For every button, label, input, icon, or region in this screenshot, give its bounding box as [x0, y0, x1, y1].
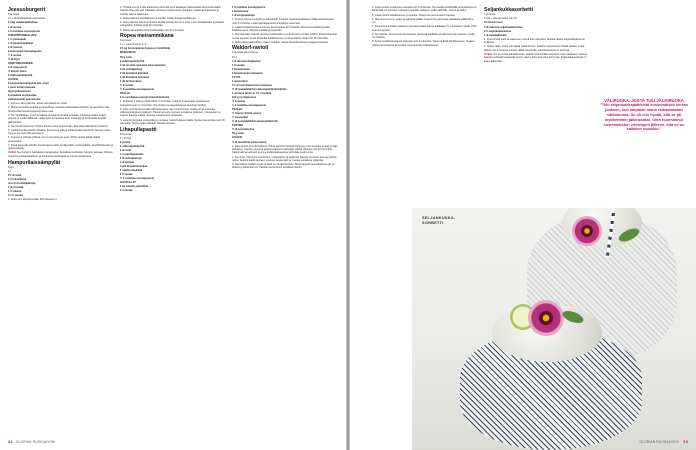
- instruction-paragraph: 5 min + tekeytyminen noin 6 t: [484, 17, 518, 21]
- tip-text: Tee burgerin hauikkeksi mangosalsa. Sekoittele kuutioidun mangon seksaan chiliä ja muuttuva ruokakuukeltiaan ja kuutioitua punasipulia ja tuoretta korianteria.: [8, 151, 113, 158]
- recipe-tip: [484, 53, 590, 63]
- ingredient-line: 2 dl majoneesia: [8, 66, 27, 69]
- recipe-servings: 4 annosta: [484, 13, 496, 17]
- ingredient-line: noin 8 dl vehnäjauhoja: [8, 181, 36, 185]
- ingredient-line: 2 rkl vehnäjauhoja: [120, 67, 143, 71]
- instruction-paragraph: 2. Tee täyte. Hienonna varsiselleri, ruotsalainen ja pähkinät. Raasta sitruunan kuori ja purista mehu. Sekoita kaikki täytteen ainekset keskenään ja mausta suolalla ja pippurilla.: [232, 155, 337, 162]
- back-flower: [572, 216, 602, 246]
- ingredient-line: ½ dl raastettua parmesaania: [232, 140, 267, 144]
- ingredient-line: 50 g voita: [232, 132, 244, 136]
- ingredient-line: 1 dl punaviinietikkaa: [8, 41, 33, 45]
- ingredient-line: 1 tl ruokiltaa mustapippuria: [232, 6, 266, 9]
- instruction-paragraph: 7. Täytä sämpylät pihvillä, limettimajoneesilla, keräkyrsällä, mozzarellalla, sipulihillokkeella (ja guacamolella).: [8, 143, 114, 151]
- recipe-servings: 8 annosta: [8, 13, 20, 17]
- instruction-paragraph: 4. Keitä pasta pakkauksen ohjeen mukaan. Tarjoa lihapullat keitetyn spagetin kanssa.: [232, 40, 329, 44]
- left-column-3: [232, 6, 338, 171]
- instruction-paragraph: 2. Muoto jauheliha suolalla ja pippurilla ja muotoile kahdeksaksi pihviksi. Anna pihvien olla huoneenlämmössä kypsentymiseen asti.: [8, 106, 110, 113]
- ingredient-line: 1 pieni keräkyrsänpala: [8, 86, 36, 90]
- ingredient-line: 1½ tl suolaa: [8, 194, 23, 198]
- recipe-servings: 8 annosta: [120, 39, 132, 43]
- recipe-title: Ropea meirammikana: [120, 33, 174, 40]
- ingredient-line: 1 tl suolaa: [232, 63, 245, 67]
- page-number: 32: [8, 439, 13, 444]
- ingredient-line: ¼ tl ruokiltaa mustapippuria: [232, 104, 266, 108]
- instruction-paragraph: 3. Alusta taikinaa pöydällä pari minuuttia. Lisää jauhoja tarvittaessa.: [120, 16, 197, 20]
- instruction-paragraph: 6. Kypsennä pihvejä grillissä noin 2 minuuttia per puoli. Pihvit saavat jäädä sisältä punertaviksi.: [8, 136, 101, 143]
- magazine-name: GLORIAN RUOKA&VIINI: [639, 440, 680, 444]
- magazine-name: GLORIAN RUOKA&VIINI: [15, 440, 56, 444]
- ingredient-line: TÄYTE: [232, 75, 241, 79]
- ingredient-line: 2 kananmunaa: [232, 67, 250, 71]
- left-page: [0, 0, 346, 450]
- ingredient-line: ½ limetin mehu: [8, 70, 27, 74]
- instruction-paragraph: 5. Lisää raviolit kastikkeeseen ja sekoita. Tarjoa heti parmesaanin kanssa.: [372, 13, 456, 17]
- ingredient-line: LISÄKSI: [8, 78, 19, 82]
- ingredient-line: 2½ dl vettä: [8, 173, 22, 177]
- recipe-title: Lihapullapastti: [120, 126, 157, 133]
- ingredient-line: 2 dl voisulaa: [8, 186, 24, 189]
- recipe-title: Seljankukkasorbetti: [484, 7, 534, 14]
- ingredient-line: 1 dl kermaa: [120, 161, 135, 165]
- ingredient-line: 2 sipulia: [120, 140, 131, 144]
- instruction-paragraph: 2. Valitse rasia, jonka voit laittaa pakastimeen. Sekoita mehuseos ja kaada rasiaan. Anna jäätyä noin 6 tuntia ja sekoita välillä haarukalla, jotta koostumus on pehmeä.: [484, 45, 585, 52]
- ingredient-line: ½ tl ruokiltaa mustapippuria: [120, 177, 154, 181]
- ingredient-line: LIMETTIMAJONEESI: [8, 61, 33, 65]
- ingredient-line: 2 valkosipulinkynttä: [8, 74, 33, 78]
- right-column-1: [372, 6, 478, 48]
- recipe-servings: 8 kpl: [8, 165, 14, 169]
- instruction-paragraph: 1 t + marinoiminen 2–4 t: [120, 43, 148, 47]
- ingredient-line: ½ dl (saadahdahlia) saksanpähkinöitä: [232, 120, 278, 124]
- ingredient-line: 1 dl korppujauhoja: [232, 14, 255, 18]
- pull-quote-heading: VÄLIRUOKA, JOSTA TULI JÄLKIRUOKA: [604, 98, 684, 103]
- ingredient-line: 1½ dl ruotsalaista hienonnettuna: [232, 83, 272, 87]
- right-column-2: [484, 6, 590, 64]
- ingredient-line: 1 tl ruokiltaa muotsippuria: [8, 29, 40, 33]
- recipe-servings: 8 annosta: [120, 132, 132, 136]
- instruction-paragraph: 3. Tee sipulihilloke. Kuori ja leikkaa punasipuli ohuiksi renkaiksi. Kiehauta etikka, sokeri, pippurit ja suola kattilassa. Lisää sipuli ja kiehauta uusi. Lisää öljy ja sirrä kattila lieydltä jäähtymään.: [8, 113, 107, 124]
- ingredient-line: 1 dl vaniljajäätelöä: [484, 33, 507, 37]
- ingredient-line: ½ dl (saadahdahlia) valkosipulinkinkaimitulla: [232, 87, 287, 91]
- ingredient-line: 1 rkl kuivattua meiramia: [120, 75, 150, 79]
- instruction-paragraph: 1. Sulta uuni lämpenemään 225 asteeseen.: [8, 198, 58, 202]
- instruction-paragraph: 4. Keitä raviolit suolatussa vedessä noin 3 minuuttia. Tee kastike keittämällä omenamehua ja lisäämällä voi kylmänä nokareina samalla vatkaten. Lisää pähkinät, omena ja selleri.: [372, 6, 477, 13]
- instruction-paragraph: 7. Kuumenna suolalla maustettu vesi kiehuvaksi isossa kattilassa (½ rl suolaa/2 l vettä). Pidä vesi tiivirajoissa.: [372, 25, 477, 32]
- photo-caption: SELJANKUKKA- SORBETTI: [422, 216, 456, 225]
- ingredient-line: 1 dl vehnäjauhoja: [120, 157, 142, 161]
- ingredient-line: 1 rkl fariinisokeria: [120, 79, 142, 83]
- ingredient-line: 8 hampurilaissämpylää (kts. ohje): [8, 82, 49, 86]
- recipe-title: Waldorf-ravioli: [232, 45, 269, 52]
- ingredient-line: KASTIKE: [232, 124, 244, 128]
- ingredient-line: ½ dl omenamehua: [232, 128, 255, 132]
- ingredient-line: 1 tl suolaa: [120, 173, 133, 177]
- ingredient-line: 1/2 limetti kuori: [484, 21, 503, 25]
- instruction-paragraph: 5. Leikkaa keräkyrsästä viipaleita. Kuumenna grilli ja grillaa keräkyrsänlehtiin hieman väriä. Kuumenna uuni 200 asteeseen.: [8, 128, 111, 136]
- ingredient-line: 50 g voita: [120, 55, 132, 59]
- left-column-1: [8, 6, 114, 202]
- instruction-paragraph: 3. Laita broileripalat uunipeltille ja murskaa maissihiutaleet päälle. Kypsennä uunissa noin 40 minuuttia. Tarjoa ruoka raikkaan salaatin kanssa.: [120, 118, 225, 125]
- instruction-paragraph: 1. Pese limetti kuori ja raasta sen vihreä kuori hienoksi. Sekoita raaste seljankukkamehun joukkoon.: [484, 37, 585, 45]
- ingredient-line: (valinnaisesti) guacamolea: [8, 98, 41, 102]
- ingredient-line: 2 rl sormiliekes-muruja (maissihiutaleita): [120, 96, 170, 99]
- ingredient-line: 2 valkosipulinkynttä: [120, 144, 145, 148]
- page-number: 33: [683, 439, 688, 444]
- instruction-paragraph: 3. Jaa taikina neljään osaan ja kauli ne ohuiksi levyiksi. Nosta täytettä teelusikalla levylle ja taita levy kaksinkerroin. Painele reunat kiinni ja leikkaa raviolit.: [232, 163, 335, 170]
- ingredient-line: öljyä grillaamiseen: [8, 90, 31, 94]
- ingredient-line: 1,2 kg naudanjauhelihaa: [8, 21, 38, 25]
- ingredient-line: 2 rl seljankukkamehua: [484, 29, 512, 33]
- ingredient-line: 1 rl paprikajauhetta: [120, 153, 144, 157]
- right-footer: [639, 439, 688, 444]
- ingredient-line: ½ tl suolaa: [232, 100, 246, 104]
- tip-label: Vinkki!: [8, 151, 17, 155]
- left-footer: [8, 439, 55, 444]
- ingredient-line: 1 ruukku basilikaa: [120, 169, 143, 173]
- ingredient-line: LIHAPULLAT: [120, 181, 136, 185]
- recipe-title: Hampurilaissämpylät: [8, 159, 61, 166]
- ingredient-line: 2 valkosipulinkynttä: [120, 59, 145, 63]
- instruction-paragraph: 1. Laita jauhot ja suola kulhoon. Paina jauhoon keskelle kuoppa ja riko keskelle munat ja lisää keltuaiset. Sekoita munat ja jauhot tasaiseksi taikinaksi. Alusta taikinaa noin 10 minuuttia. Käärä taikina kelmuun ja anna levätä jääkaapissa vähintään puoli tuntia.: [232, 144, 338, 155]
- recipe-tip: [8, 151, 114, 158]
- ingredient-line: 2 tl suolaa: [120, 189, 133, 193]
- instruction-paragraph: 5. Paista sämpylöitä uunin keskitasolla noin 20 minuuttia.: [120, 28, 185, 32]
- ingredient-line: PUNAPIPPURIHILLOKE: [8, 33, 37, 37]
- ingredient-line: 1 sitruuna (kuori ja 1½ rl mehua): [232, 91, 272, 95]
- ingredient-line: 2 rkl kuivattua inkiväriä: [120, 71, 149, 75]
- instruction-paragraph: 1. Kuori ja hienonna sipulit ja valkosipulit. Kuullota sipuleita kattilassa voiöljysekoituksessa noin 5 minuuttia. Lisää paprikajauhetta ja kuullota vielä hetki.: [232, 18, 334, 25]
- ingredient-line: ½ dl öljyä: [8, 57, 20, 61]
- instruction-paragraph: 3. Tee lihapullat. Sekoita ainekset keskenään ja pyöritä seos pieniksi pulliksi. Paista lihapullat voissa kypsiksi. Lisää lihapullat kastikkeeseen ja anna hautua vielä noin 45 minuuttia.: [232, 33, 337, 40]
- ingredient-line: 2 dl sokeria: [8, 45, 23, 49]
- ingredient-line: 1½ kg broileripaloja (koipia ja riistafileitä): [120, 47, 170, 51]
- ingredient-line: ½ tl suolaa: [120, 83, 134, 87]
- ingredient-line: ¼ tl suolaa: [8, 53, 22, 57]
- front-flower: [528, 300, 564, 336]
- ingredient-line: LISÄKSI: [232, 136, 243, 140]
- ingredient-line: 2 rl kuivahiivaa: [8, 177, 27, 181]
- recipe-servings: 4 annosta alkuruokana: [232, 51, 258, 55]
- ingredient-line: 1 kananmuna: [232, 10, 249, 14]
- ingredient-line: 4 prk tomaattimurskaa: [120, 165, 148, 169]
- ingredient-line: 1 kg naudan jauhelihaa: [120, 185, 149, 189]
- ingredient-line: 1 dl suolaa: [8, 25, 22, 29]
- ingredient-line: 2 rkl tuoretta meiramia hienonnettuna: [120, 63, 166, 67]
- instruction-paragraph: 8. Tee kastike. Kuumenna omenamehu pienessä kattilassa ja vähennä noin puoleen. Lisää voi vatkaten.: [372, 32, 475, 39]
- instruction-paragraph: 2. Laita uuni lämpenemään 200 asteeseen. Tee meirammivoi. Sulata voi ja murskaa valkosipulinkynnet joukkoon. Hienonna tuore meirami ja lisää se joukkoon, mausteiden ja sokerin kanssa sulattu. Sekoita meirammivoi tasaiseksi.: [120, 107, 221, 118]
- left-column-2: [120, 6, 226, 194]
- ingredient-line: 5 dl valmista seljankukkamehua: [484, 25, 523, 29]
- instruction-paragraph: 1. Jos teet sämpylät itse, aloita valmistaminen niistä.: [8, 102, 68, 106]
- ingredient-line: PÄÄLLE: [232, 108, 243, 112]
- pull-quote-text: "Tein seljankukkajääkkeitä ensimmäisen kerran juoksen, kun kaipasin maun raikastamaan välitoiminta. Se oli niin hyvää, että se jäi myöhemmin jälkiruoaksi. Olen huomannut ensimmäisten vierailujen jälkeen, että se on kaikkien suosikki.": [600, 102, 688, 132]
- instruction-paragraph: 1 t 10 min: [120, 136, 132, 140]
- pull-quote: [598, 98, 690, 132]
- instruction-paragraph: 1. Kiehauta 1 sekta ja lisää siihen 2 dl suolaa. Leikkaa broileripalat suolalinneen marinoidumaan 2–4 tunniksi. Ota broilerit suolaveddestä ja taputtele kuiviksi.: [120, 100, 210, 107]
- ingredient-line: 2 kananmunan keltuaista: [232, 71, 263, 75]
- tip-label: Vinkki!: [484, 52, 493, 56]
- ingredient-line: 4 dl durumvehnäjauhoa: [232, 59, 261, 63]
- instruction-paragraph: 9. Keitä raviolit kiehuvassa vedessä noin 2 minuuttia. Valuta ja lisää kastikkeeseen. Raasta päälle parmesaania ja ripottele omena-selleri-pähkinäseos.: [372, 40, 475, 47]
- instruction-paragraph: 2 l: [8, 169, 11, 173]
- ingredient-line: ¼ tl ruokiltaa mustapippuria: [120, 87, 154, 91]
- instruction-paragraph: 4. Anna taikinan kohota kulhossa liinalla peitettynä noin 1 tunti. Leivo kahdeksaksi pyöreäksi sämpyläksi. Kohota vielä 20 minuuttia.: [120, 21, 224, 28]
- ingredient-line: PAALLE: [120, 91, 130, 95]
- instruction-paragraph: 2. Lisää tomaattimurska ja kerma. Anna kiehua 10 minuuttia. Hienonna basilika ja lisää kastikkeeseen. Mausta suolalla ja pippurilla.: [232, 25, 330, 33]
- recipe-title: Jeesusburgerit: [8, 7, 46, 14]
- instruction-paragraph: 2. Yhdistä vesi ja muita kuihiosia ja lämmitä seos lisäkapan käskemässä lämpimämmäksi. Sekoita hiiva pieneen määrään jauhoja ja sekoita seos joukkoon. Lisää loput ainekset ja sekoita taikina tasaiseksi.: [120, 6, 222, 16]
- sorbet-photo: [412, 208, 696, 450]
- ingredient-line: ½ Granny Smith) omena: [232, 112, 262, 116]
- ingredient-line: 1 rl sokeria: [8, 190, 22, 194]
- ingredient-line: MEIRAMIVOI: [120, 51, 136, 55]
- ingredient-line: 150 g ricottajuustoa: [232, 96, 257, 99]
- ingredient-line: 8 viipaletta mozzarellaa: [8, 94, 37, 98]
- instruction-paragraph: 6. Hienonna omena, selleri ja pähkinät päälle. Kuumenna pannussa paahdetut pähkinät ja voi.: [372, 17, 474, 24]
- instruction-paragraph: 1½ t: [232, 55, 237, 59]
- ingredient-line: 1 rs punasipuli: [8, 37, 26, 41]
- ingredient-line: ½ varsiselleri: [232, 116, 249, 120]
- tip-text: Jos et omista jäätelökonetta, kaada kuohuviinillä maustettu mehu tasaiseen rasiaan. Sekoita sorbettia haarukalla tunnin välein, jotta siitä tulee pehmeää. Seljankukkasorbetti on ihana jälkiruoka.: [484, 52, 588, 63]
- ingredient-line: 2 kokonaista mustapippuria: [8, 49, 42, 53]
- ingredient-line: 1 dl voita: [120, 148, 132, 152]
- instruction-paragraph: 4. Tee limettimajoneesi. Puristu limetin mehu majoneesiin. Murskaa valkosipulit joukkoon.: [8, 124, 109, 128]
- ingredient-line: 1 varsiselleri: [232, 79, 248, 83]
- right-page: [350, 0, 696, 450]
- instruction-paragraph: 1 l + sämpylätaikinan kohotukset: [8, 17, 45, 21]
